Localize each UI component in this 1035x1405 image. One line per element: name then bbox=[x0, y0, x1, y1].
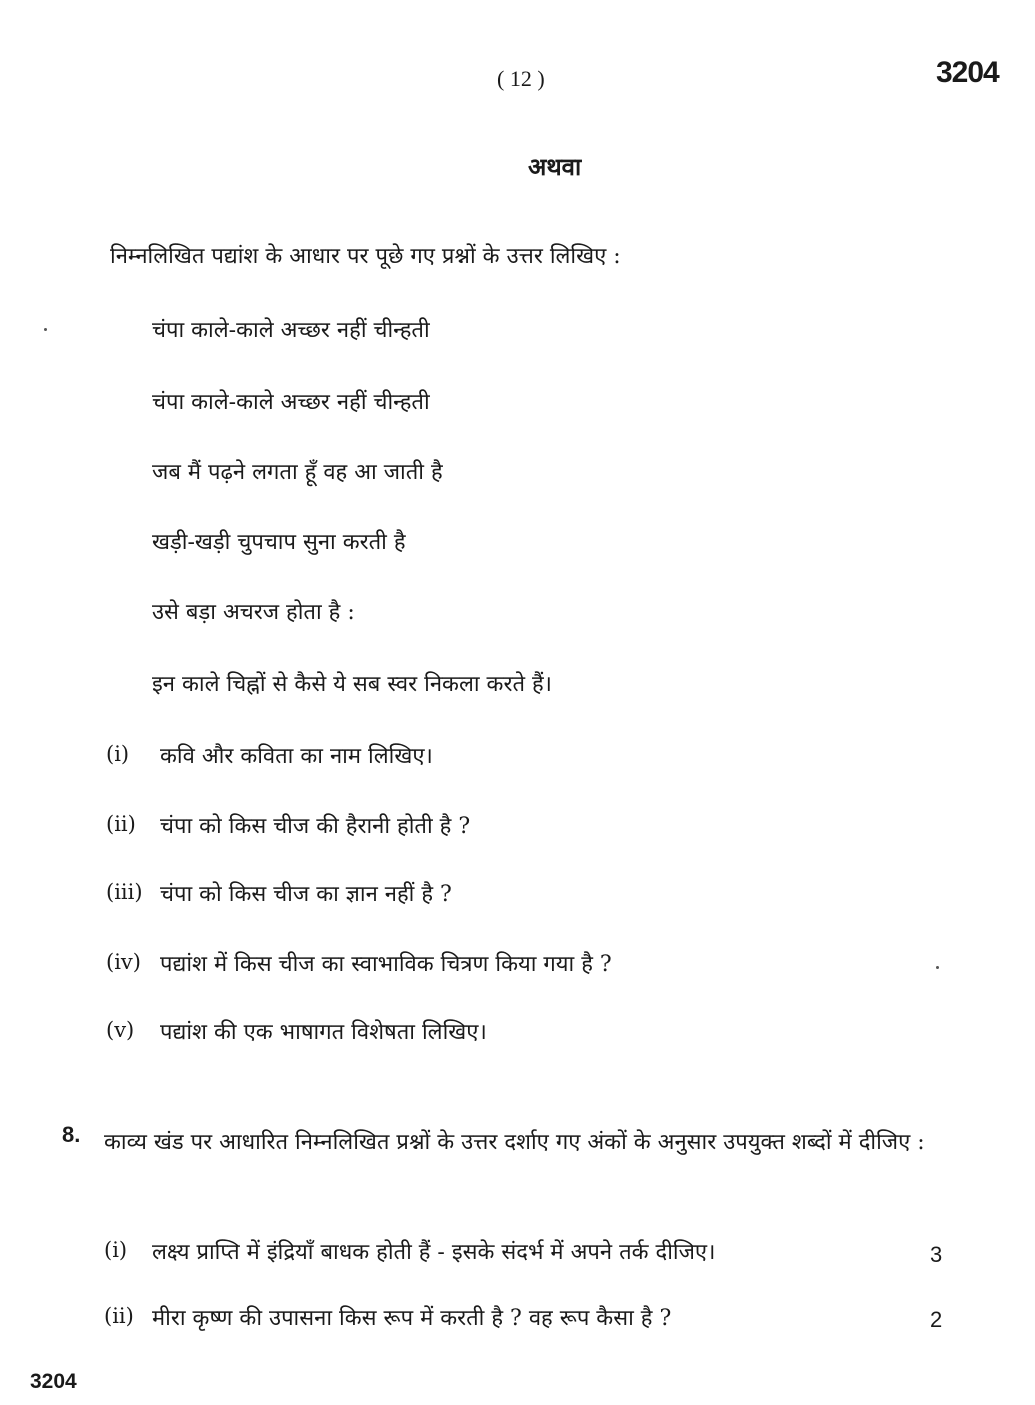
scan-speck bbox=[44, 328, 47, 331]
poem-line: जब मैं पढ़ने लगता हूँ वह आ जाती है bbox=[152, 460, 443, 485]
marks-value: 2 bbox=[930, 1307, 943, 1332]
page-number: ( 12 ) bbox=[497, 66, 545, 91]
sub-question-number: (iii) bbox=[106, 880, 143, 904]
sub-question-number: (i) bbox=[106, 742, 130, 766]
marks-value: 3 bbox=[930, 1242, 943, 1267]
sub-question-number: (ii) bbox=[106, 812, 136, 836]
sub-question-text: पद्यांश की एक भाषागत विशेषता लिखिए। bbox=[160, 1020, 487, 1045]
sub-question-text: पद्यांश में किस चीज का स्वाभाविक चित्रण किया गया है ? bbox=[160, 952, 612, 977]
sub-question-text: चंपा को किस चीज की हैरानी होती है ? bbox=[160, 814, 471, 839]
sub-question-text: चंपा को किस चीज का ज्ञान नहीं है ? bbox=[160, 882, 452, 907]
paper-code-bottom: 3204 bbox=[30, 1370, 77, 1393]
question-part-text: लक्ष्य प्राप्ति में इंद्रियाँ बाधक होती हैं - इसके संदर्भ में अपने तर्क दीजिए। bbox=[152, 1240, 716, 1265]
question-number: 8. bbox=[62, 1122, 81, 1147]
poem-line: चंपा काले-काले अच्छर नहीं चीन्हती bbox=[152, 390, 430, 415]
question-part-text: मीरा कृष्ण की उपासना किस रूप में करती है ? वह रूप कैसा है ? bbox=[152, 1306, 672, 1331]
sub-question-number: (v) bbox=[106, 1018, 135, 1042]
question-text: काव्य खंड पर आधारित निम्नलिखित प्रश्नों के उत्तर दर्शाए गए अंकों के अनुसार उपयुक्त शब्दों में दीजिए : bbox=[104, 1130, 925, 1155]
sub-question-text: कवि और कविता का नाम लिखिए। bbox=[160, 744, 433, 769]
paper-code-top: 3204 bbox=[936, 56, 999, 89]
poem-line: खड़ी-खड़ी चुपचाप सुना करती है bbox=[152, 530, 406, 555]
instruction-text: निम्नलिखित पद्यांश के आधार पर पूछे गए प्रश्नों के उत्तर लिखिए : bbox=[110, 244, 621, 269]
alternative-heading: अथवा bbox=[528, 152, 582, 181]
poem-line: चंपा काले-काले अच्छर नहीं चीन्हती bbox=[152, 318, 430, 343]
poem-line: इन काले चिह्नों से कैसे ये सब स्वर निकला करते हैं। bbox=[152, 672, 552, 697]
question-part-number: (i) bbox=[104, 1238, 128, 1262]
question-part-number: (ii) bbox=[104, 1304, 134, 1328]
poem-line: उसे बड़ा अचरज होता है : bbox=[152, 600, 355, 625]
scan-speck bbox=[936, 966, 939, 969]
sub-question-number: (iv) bbox=[106, 950, 141, 974]
